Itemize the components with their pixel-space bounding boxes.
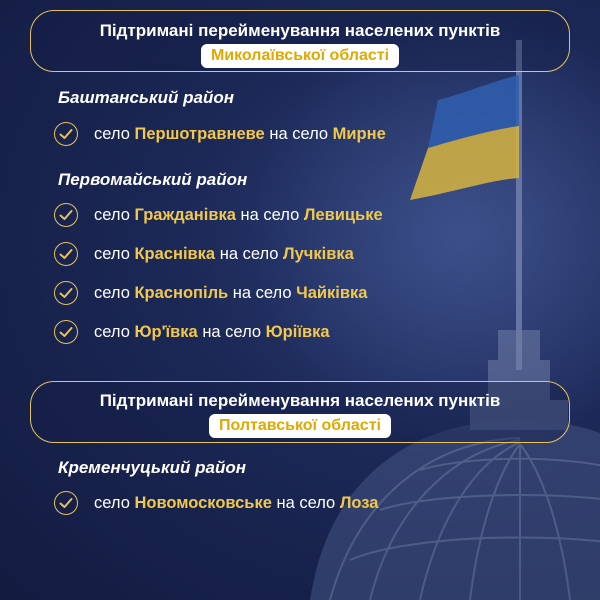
new-name: Мирне (332, 124, 386, 143)
rename-text: село Новомосковське на село Лоза (94, 493, 379, 512)
old-name: Краснопіль (134, 283, 229, 302)
district-bashtanskyi: Баштанський район (58, 88, 234, 107)
check-circle-icon (54, 242, 78, 266)
section1-header (30, 10, 570, 72)
section2-region: Полтавської області (209, 414, 391, 438)
rename-text: село Юр'ївка на село Юріївка (94, 322, 330, 341)
new-name: Лучківка (283, 244, 354, 263)
section1-title: Підтримані перейменування населених пунктів (99, 21, 501, 40)
list-item (54, 120, 386, 148)
list-item (54, 201, 383, 229)
new-name: Лоза (339, 493, 379, 512)
rename-text: село Першотравневе на село Мирне (94, 124, 386, 143)
old-name: Юр'ївка (134, 322, 198, 341)
section2-header (30, 381, 570, 443)
old-name: Першотравневе (134, 124, 265, 143)
rename-text: село Гражданівка на село Левицьке (94, 205, 383, 224)
section2-title: Підтримані перейменування населених пунктів (99, 391, 501, 410)
list-item (54, 240, 354, 268)
list-item (54, 279, 367, 307)
rename-text: село Краснопіль на село Чайківка (94, 283, 368, 302)
check-circle-icon (54, 122, 78, 146)
rename-text: село Краснівка на село Лучківка (94, 244, 354, 263)
check-circle-icon (54, 281, 78, 305)
old-name: Краснівка (134, 244, 216, 263)
section1-region: Миколаївської області (201, 44, 399, 68)
list-item (54, 489, 378, 517)
old-name: Новомосковське (134, 493, 272, 512)
check-circle-icon (54, 320, 78, 344)
check-circle-icon (54, 203, 78, 227)
list-item (54, 318, 330, 346)
district-pervomaiskyi: Первомайський район (58, 170, 248, 189)
old-name: Гражданівка (134, 205, 236, 224)
check-circle-icon (54, 491, 78, 515)
new-name: Юріївка (265, 322, 330, 341)
new-name: Левицьке (303, 205, 383, 224)
district-kremenchutskyi: Кременчуцький район (58, 458, 247, 477)
new-name: Чайківка (296, 283, 368, 302)
